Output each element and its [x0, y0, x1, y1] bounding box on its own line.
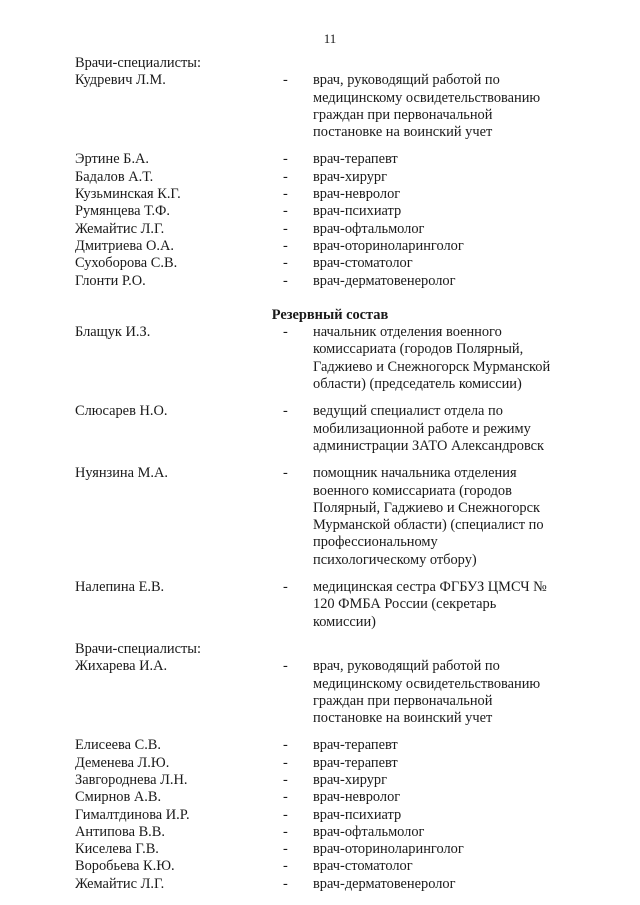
list-item: [75, 151, 575, 168]
list-item: [75, 858, 575, 875]
person-role: медицинская сестра ФГБУЗ ЦМСЧ № 120 ФМБА России (секретарь комиссии): [313, 579, 547, 630]
person-role: врач-терапевт: [313, 754, 398, 771]
dash-separator: -: [283, 403, 288, 420]
list-item: [75, 238, 575, 255]
dash-separator: -: [283, 841, 288, 858]
list-item: [75, 876, 575, 893]
list-item: [75, 772, 575, 789]
person-role: врач-психиатр: [313, 203, 402, 220]
person-role: начальник отделения военного комиссариата (городов Полярный, Гаджиево и Снежногорск Мурманской области) (председатель комиссии): [313, 324, 551, 393]
person-name: Киселева Г.В.: [75, 841, 159, 858]
person-role: врач-стоматолог: [313, 255, 413, 272]
person-name: Елисеева С.В.: [75, 737, 161, 754]
person-name: Нуянзина М.А.: [75, 465, 169, 482]
person-name: Кудревич Л.М.: [75, 72, 166, 89]
person-name: Антипова В.В.: [75, 823, 165, 840]
section-heading-doctors: Врачи-специалисты:: [75, 55, 201, 71]
dash-separator: -: [283, 737, 288, 754]
person-role: врач-офтальмолог: [313, 823, 425, 840]
person-name: Румянцева Т.Ф.: [75, 203, 171, 220]
dash-separator: -: [283, 658, 288, 675]
list-item: [75, 658, 575, 727]
dash-separator: -: [283, 237, 288, 254]
person-name: Жемайтис Л.Г.: [75, 220, 165, 237]
person-role: врач-хирург: [313, 168, 388, 185]
person-name: Дмитриева О.А.: [75, 237, 174, 254]
list-item: [75, 255, 575, 272]
person-role: помощник начальника отделения военного комиссариата (городов Полярный, Гаджиево и Снежногорск Мурманской области) (специалист по профессиональному психологическому отбору): [313, 465, 544, 568]
person-name: Глонти Р.О.: [75, 272, 146, 289]
dash-separator: -: [283, 255, 288, 272]
person-name: Эртине Б.А.: [75, 151, 150, 168]
person-role: врач-оториноларинголог: [313, 237, 464, 254]
dash-separator: -: [283, 203, 288, 220]
person-role: врач-дерматовенеролог: [313, 875, 456, 892]
person-name: Бадалов А.Т.: [75, 168, 154, 185]
dash-separator: -: [283, 72, 288, 89]
person-role: врач-офтальмолог: [313, 220, 425, 237]
person-role: ведущий специалист отдела по мобилизационной работе и режиму администрации ЗАТО Александровск: [313, 403, 545, 454]
person-name: Завгороднева Л.Н.: [75, 771, 188, 788]
person-name: Сухоборова С.В.: [75, 255, 178, 272]
dash-separator: -: [283, 186, 288, 203]
person-role: врач-терапевт: [313, 151, 398, 168]
list-item: [75, 273, 575, 290]
person-name: Воробьева К.Ю.: [75, 858, 175, 875]
dash-separator: -: [283, 465, 288, 482]
list-item: [75, 841, 575, 858]
person-name: Гималтдинова И.Р.: [75, 806, 190, 823]
list-item: [75, 403, 575, 455]
dash-separator: -: [283, 771, 288, 788]
dash-separator: -: [283, 858, 288, 875]
list-item: [75, 789, 575, 806]
person-role: врач-хирург: [313, 771, 388, 788]
person-name: Налепина Е.В.: [75, 579, 165, 596]
person-role: врач-невролог: [313, 789, 401, 806]
dash-separator: -: [283, 324, 288, 341]
list-item: [75, 737, 575, 754]
dash-separator: -: [283, 579, 288, 596]
dash-separator: -: [283, 220, 288, 237]
document-body: [75, 55, 575, 893]
dash-separator: -: [283, 875, 288, 892]
person-role: врач, руководящий работой по медицинскому освидетельствованию граждан при первоначальной постановке на воинский учет: [313, 658, 541, 727]
dash-separator: -: [283, 272, 288, 289]
person-role: врач-терапевт: [313, 737, 398, 754]
person-name: Слюсарев Н.О.: [75, 403, 168, 420]
person-role: врач-дерматовенеролог: [313, 272, 456, 289]
person-name: Кузьминская К.Г.: [75, 186, 181, 203]
list-item: [75, 579, 575, 631]
person-role: врач-оториноларинголог: [313, 841, 464, 858]
person-role: врач-невролог: [313, 186, 401, 203]
list-item: [75, 755, 575, 772]
list-item: [75, 72, 575, 141]
person-name: Жемайтис Л.Г.: [75, 875, 165, 892]
person-name: Смирнов А.В.: [75, 789, 162, 806]
section-heading-doctors: Врачи-специалисты:: [75, 640, 201, 657]
dash-separator: -: [283, 168, 288, 185]
dash-separator: -: [283, 823, 288, 840]
list-item: [75, 824, 575, 841]
list-item: [75, 186, 575, 203]
person-name: Деменева Л.Ю.: [75, 754, 170, 771]
list-item: [75, 203, 575, 220]
dash-separator: -: [283, 151, 288, 168]
dash-separator: -: [283, 754, 288, 771]
list-item: [75, 465, 575, 569]
list-item: [75, 324, 575, 393]
dash-separator: -: [283, 789, 288, 806]
person-role: врач-психиатр: [313, 806, 402, 823]
section-title-reserve: Резервный состав: [271, 306, 389, 323]
person-role: врач, руководящий работой по медицинскому освидетельствованию граждан при первоначальной постановке на воинский учет: [313, 72, 541, 141]
dash-separator: -: [283, 806, 288, 823]
list-item: [75, 169, 575, 186]
page-number: 11: [323, 31, 337, 46]
list-item: [75, 807, 575, 824]
list-item: [75, 221, 575, 238]
person-name: Жихарева И.А.: [75, 658, 168, 675]
person-name: Блащук И.З.: [75, 324, 151, 341]
person-role: врач-стоматолог: [313, 858, 413, 875]
